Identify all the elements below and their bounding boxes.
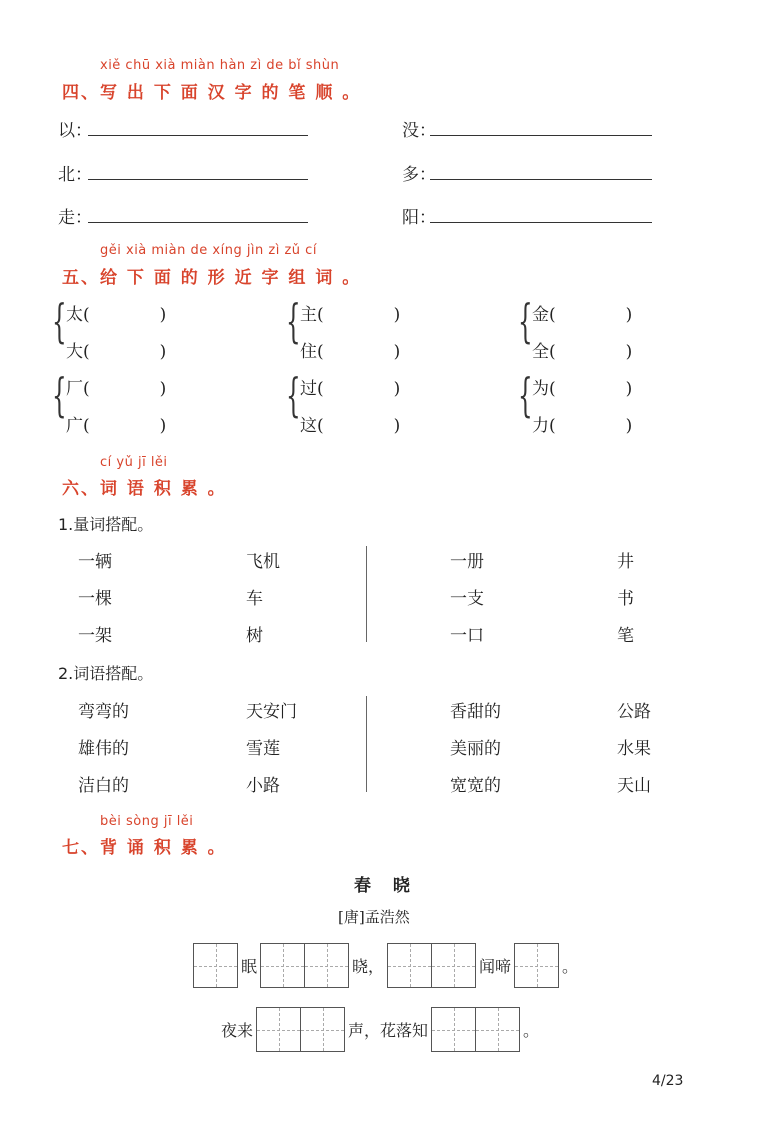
match-right-word[interactable]: 笔 xyxy=(617,626,634,646)
section5-heading: 五、给 下 面 的 形 近 字 组 词 。 xyxy=(62,268,362,288)
brace: { xyxy=(52,368,67,422)
section6-heading: 六、词 语 积 累 。 xyxy=(62,479,227,499)
poem-text: 闻啼 xyxy=(479,957,512,976)
stroke-answer-line[interactable] xyxy=(88,135,308,136)
divider xyxy=(366,546,367,642)
section7-pinyin: bèi sòng jī lěi xyxy=(100,814,194,829)
match-right-word[interactable]: 雪莲 xyxy=(246,739,280,759)
stroke-char-label: 以： xyxy=(58,121,92,141)
word-blank[interactable]: 主( ) xyxy=(300,305,401,325)
match-left-word[interactable]: 洁白的 xyxy=(78,776,129,796)
word-blank[interactable]: 为( ) xyxy=(532,379,633,399)
tianzige-box[interactable] xyxy=(304,943,349,988)
subsection-phrase-matching: 2.词语搭配。 xyxy=(58,664,154,683)
word-blank[interactable]: 过( ) xyxy=(300,379,401,399)
poem-text: 声，花落知 xyxy=(348,1021,429,1040)
brace: { xyxy=(286,368,301,422)
word-blank[interactable]: 这( ) xyxy=(300,416,401,436)
poem-text: 夜来 xyxy=(221,1021,254,1040)
match-right-word[interactable]: 树 xyxy=(246,626,263,646)
match-right-word[interactable]: 公路 xyxy=(617,702,651,722)
section4-pinyin: xiě chū xià miàn hàn zì de bǐ shùn xyxy=(100,58,340,73)
stroke-char-label: 北： xyxy=(58,165,92,185)
divider xyxy=(366,696,367,792)
match-right-word[interactable]: 飞机 xyxy=(246,552,280,572)
stroke-answer-line[interactable] xyxy=(430,222,652,223)
match-left-word[interactable]: 香甜的 xyxy=(450,702,501,722)
match-left-word[interactable]: 弯弯的 xyxy=(78,702,129,722)
match-left-word[interactable]: 一棵 xyxy=(78,589,112,609)
match-left-word[interactable]: 一支 xyxy=(450,589,484,609)
tianzige-box[interactable] xyxy=(256,1007,301,1052)
word-blank[interactable]: 太( ) xyxy=(66,305,167,325)
match-left-word[interactable]: 雄伟的 xyxy=(78,739,129,759)
word-blank[interactable]: 全( ) xyxy=(532,342,633,362)
section4-heading: 四、写 出 下 面 汉 字 的 笔 顺 。 xyxy=(62,83,362,103)
stroke-char-label: 多： xyxy=(402,165,436,185)
tianzige-box[interactable] xyxy=(431,943,476,988)
tianzige-box[interactable] xyxy=(387,943,432,988)
tianzige-box[interactable] xyxy=(193,943,238,988)
poem-line-1 xyxy=(193,943,581,988)
stroke-char-label: 没： xyxy=(402,121,436,141)
match-left-word[interactable]: 美丽的 xyxy=(450,739,501,759)
match-left-word[interactable]: 一口 xyxy=(450,626,484,646)
stroke-answer-line[interactable] xyxy=(430,179,652,180)
subsection-measure-words: 1.量词搭配。 xyxy=(58,515,154,534)
match-right-word[interactable]: 井 xyxy=(617,552,634,572)
stroke-answer-line[interactable] xyxy=(430,135,652,136)
word-blank[interactable]: 厂( ) xyxy=(66,379,167,399)
match-left-word[interactable]: 一架 xyxy=(78,626,112,646)
match-left-word[interactable]: 一册 xyxy=(450,552,484,572)
poem-line-2 xyxy=(218,1007,542,1052)
stroke-answer-line[interactable] xyxy=(88,222,308,223)
stroke-char-label: 走： xyxy=(58,208,92,228)
poem-text: 。 xyxy=(523,1021,540,1040)
poem-text: 晓， xyxy=(352,957,385,976)
word-blank[interactable]: 金( ) xyxy=(532,305,633,325)
tianzige-box[interactable] xyxy=(260,943,305,988)
match-right-word[interactable]: 水果 xyxy=(617,739,651,759)
brace: { xyxy=(286,294,301,348)
match-right-word[interactable]: 天安门 xyxy=(246,702,297,722)
tianzige-box[interactable] xyxy=(300,1007,345,1052)
tianzige-box[interactable] xyxy=(475,1007,520,1052)
match-right-word[interactable]: 小路 xyxy=(246,776,280,796)
poem-text: 。 xyxy=(562,957,579,976)
match-right-word[interactable]: 车 xyxy=(246,589,263,609)
match-right-word[interactable]: 天山 xyxy=(617,776,651,796)
match-left-word[interactable]: 宽宽的 xyxy=(450,776,501,796)
brace: { xyxy=(518,368,533,422)
brace: { xyxy=(52,294,67,348)
word-blank[interactable]: 广( ) xyxy=(66,416,167,436)
brace: { xyxy=(518,294,533,348)
tianzige-box[interactable] xyxy=(514,943,559,988)
word-blank[interactable]: 住( ) xyxy=(300,342,401,362)
section5-pinyin: gěi xià miàn de xíng jìn zì zǔ cí xyxy=(100,243,317,258)
poem-author: [唐]孟浩然 xyxy=(338,908,410,926)
stroke-char-label: 阳： xyxy=(402,208,436,228)
stroke-answer-line[interactable] xyxy=(88,179,308,180)
page-number: 4/23 xyxy=(652,1073,684,1089)
word-blank[interactable]: 大( ) xyxy=(66,342,167,362)
match-left-word[interactable]: 一辆 xyxy=(78,552,112,572)
tianzige-box[interactable] xyxy=(431,1007,476,1052)
section6-pinyin: cí yǔ jī lěi xyxy=(100,455,168,470)
word-blank[interactable]: 力( ) xyxy=(532,416,633,436)
poem-text: 眠 xyxy=(241,957,258,976)
section7-heading: 七、背 诵 积 累 。 xyxy=(62,838,227,858)
poem-title: 春 晓 xyxy=(354,876,418,896)
match-right-word[interactable]: 书 xyxy=(617,589,634,609)
